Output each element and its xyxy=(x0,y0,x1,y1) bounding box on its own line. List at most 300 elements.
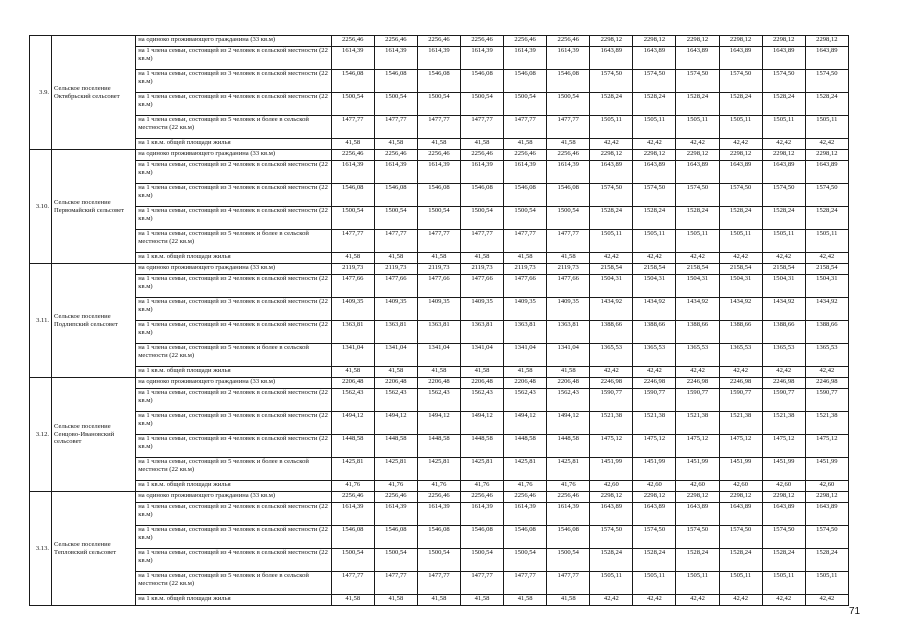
value-cell: 2298,12 xyxy=(590,492,633,503)
table-row xyxy=(30,139,849,150)
row-label: на 1 члена семьи, состоящей из 3 человек в сельской местности (22 кв.м) xyxy=(136,184,331,207)
value-cell: 42,42 xyxy=(805,595,848,606)
row-label: на 1 члена семьи, состоящей из 4 человек в сельской местности (22 кв.м) xyxy=(136,435,331,458)
value-cell: 1574,50 xyxy=(590,526,633,549)
value-cell: 1477,77 xyxy=(504,116,547,139)
value-cell: 1574,50 xyxy=(719,184,762,207)
value-cell: 1504,31 xyxy=(805,275,848,298)
value-cell: 1643,89 xyxy=(719,503,762,526)
row-label: на 1 члена семьи, состоящей из 4 человек в сельской местности (22 кв.м) xyxy=(136,93,331,116)
value-cell: 1341,04 xyxy=(417,344,460,367)
settlement-name: Сельское поселение Первомайский сельсовет xyxy=(52,150,136,264)
value-cell: 2298,12 xyxy=(805,150,848,161)
value-cell: 2158,54 xyxy=(590,264,633,275)
value-cell: 42,42 xyxy=(719,367,762,378)
value-cell: 1477,77 xyxy=(504,572,547,595)
value-cell: 1505,11 xyxy=(805,572,848,595)
value-cell: 1614,39 xyxy=(331,503,374,526)
value-cell: 1425,81 xyxy=(461,458,504,481)
value-cell: 2298,12 xyxy=(590,36,633,47)
value-cell: 42,60 xyxy=(633,481,676,492)
value-cell: 2298,12 xyxy=(805,36,848,47)
row-label: на одиноко проживающего гражданина (33 кв.м) xyxy=(136,36,331,47)
value-cell: 41,58 xyxy=(547,139,590,150)
value-cell: 2298,12 xyxy=(805,492,848,503)
value-cell: 42,42 xyxy=(805,253,848,264)
value-cell: 1590,77 xyxy=(805,389,848,412)
value-cell: 1363,81 xyxy=(504,321,547,344)
value-cell: 1643,89 xyxy=(805,161,848,184)
value-cell: 1477,77 xyxy=(331,572,374,595)
row-label: на одиноко проживающего гражданина (33 кв.м) xyxy=(136,492,331,503)
value-cell: 1500,54 xyxy=(331,549,374,572)
value-cell: 42,42 xyxy=(676,595,719,606)
value-cell: 41,58 xyxy=(504,253,547,264)
value-cell: 2119,73 xyxy=(547,264,590,275)
value-cell: 42,42 xyxy=(633,253,676,264)
value-cell: 42,42 xyxy=(805,139,848,150)
value-cell: 2206,48 xyxy=(374,378,417,389)
value-cell: 1494,12 xyxy=(417,412,460,435)
value-cell: 1475,12 xyxy=(762,435,805,458)
value-cell: 1546,08 xyxy=(331,526,374,549)
value-cell: 1614,39 xyxy=(417,503,460,526)
value-cell: 1500,54 xyxy=(374,549,417,572)
value-cell: 1546,08 xyxy=(547,526,590,549)
page-number: 71 xyxy=(849,606,861,617)
row-label: на 1 члена семьи, состоящей из 3 человек в сельской местности (22 кв.м) xyxy=(136,526,331,549)
value-cell: 2158,54 xyxy=(633,264,676,275)
value-cell: 1614,39 xyxy=(504,161,547,184)
value-cell: 2256,46 xyxy=(417,150,460,161)
value-cell: 1500,54 xyxy=(547,207,590,230)
value-cell: 1448,58 xyxy=(331,435,374,458)
value-cell: 1528,24 xyxy=(676,93,719,116)
row-label: на 1 члена семьи, состоящей из 2 человек в сельской местности (22 кв.м) xyxy=(136,275,331,298)
value-cell: 1434,92 xyxy=(633,298,676,321)
value-cell: 2246,98 xyxy=(590,378,633,389)
table-row xyxy=(30,70,849,93)
value-cell: 1643,89 xyxy=(633,161,676,184)
value-cell: 1504,31 xyxy=(762,275,805,298)
value-cell: 41,58 xyxy=(417,595,460,606)
value-cell: 1528,24 xyxy=(719,93,762,116)
value-cell: 1528,24 xyxy=(762,549,805,572)
value-cell: 1574,50 xyxy=(762,526,805,549)
value-cell: 1500,54 xyxy=(461,93,504,116)
value-cell: 1546,08 xyxy=(331,70,374,93)
value-cell: 1643,89 xyxy=(633,47,676,70)
value-cell: 1505,11 xyxy=(719,116,762,139)
value-cell: 1614,39 xyxy=(461,47,504,70)
value-cell: 1528,24 xyxy=(762,207,805,230)
value-cell: 2206,48 xyxy=(417,378,460,389)
row-label: на 1 члена семьи, состоящей из 3 человек в сельской местности (22 кв.м) xyxy=(136,70,331,93)
table-row xyxy=(30,230,849,253)
value-cell: 1477,77 xyxy=(374,230,417,253)
value-cell: 2256,46 xyxy=(331,492,374,503)
value-cell: 1521,38 xyxy=(590,412,633,435)
value-cell: 1614,39 xyxy=(417,47,460,70)
value-cell: 1341,04 xyxy=(547,344,590,367)
value-cell: 2256,46 xyxy=(331,36,374,47)
value-cell: 1477,66 xyxy=(331,275,374,298)
value-cell: 1574,50 xyxy=(676,526,719,549)
value-cell: 1546,08 xyxy=(374,70,417,93)
value-cell: 1614,39 xyxy=(504,47,547,70)
value-cell: 1546,08 xyxy=(547,70,590,93)
value-cell: 1365,53 xyxy=(805,344,848,367)
value-cell: 2298,12 xyxy=(719,492,762,503)
value-cell: 1477,77 xyxy=(504,230,547,253)
row-label: на одиноко проживающего гражданина (33 кв.м) xyxy=(136,378,331,389)
value-cell: 1451,99 xyxy=(590,458,633,481)
value-cell: 1574,50 xyxy=(590,184,633,207)
value-cell: 1388,66 xyxy=(719,321,762,344)
value-cell: 2206,48 xyxy=(547,378,590,389)
row-label: на 1 члена семьи, состоящей из 5 человек и более в сельской местности (22 кв.м) xyxy=(136,572,331,595)
value-cell: 1528,24 xyxy=(633,93,676,116)
value-cell: 1500,54 xyxy=(504,549,547,572)
group-index: 3.12. xyxy=(30,378,52,492)
value-cell: 1643,89 xyxy=(676,47,719,70)
value-cell: 1643,89 xyxy=(805,503,848,526)
value-cell: 1614,39 xyxy=(504,503,547,526)
value-cell: 1562,43 xyxy=(331,389,374,412)
value-cell: 42,60 xyxy=(762,481,805,492)
value-cell: 1365,53 xyxy=(719,344,762,367)
value-cell: 2206,48 xyxy=(461,378,504,389)
value-cell: 1434,92 xyxy=(719,298,762,321)
value-cell: 1341,04 xyxy=(331,344,374,367)
value-cell: 1494,12 xyxy=(374,412,417,435)
value-cell: 1505,11 xyxy=(719,572,762,595)
value-cell: 1643,89 xyxy=(676,161,719,184)
row-label: на 1 члена семьи, состоящей из 5 человек и более в сельской местности (22 кв.м) xyxy=(136,230,331,253)
value-cell: 41,58 xyxy=(374,253,417,264)
value-cell: 1451,99 xyxy=(676,458,719,481)
value-cell: 1643,89 xyxy=(719,161,762,184)
value-cell: 1409,35 xyxy=(504,298,547,321)
value-cell: 1448,58 xyxy=(504,435,547,458)
value-cell: 1477,77 xyxy=(417,572,460,595)
value-cell: 1341,04 xyxy=(504,344,547,367)
value-cell: 1425,81 xyxy=(331,458,374,481)
table-row xyxy=(30,275,849,298)
value-cell: 2158,54 xyxy=(719,264,762,275)
row-label: на 1 кв.м. общей площади жилья xyxy=(136,367,331,378)
value-cell: 1574,50 xyxy=(633,184,676,207)
value-cell: 1363,81 xyxy=(374,321,417,344)
table-row xyxy=(30,572,849,595)
value-cell: 1614,39 xyxy=(374,503,417,526)
value-cell: 1388,66 xyxy=(676,321,719,344)
table-row xyxy=(30,150,849,161)
value-cell: 1500,54 xyxy=(331,93,374,116)
value-cell: 1546,08 xyxy=(504,184,547,207)
value-cell: 1574,50 xyxy=(762,70,805,93)
value-cell: 1614,39 xyxy=(547,161,590,184)
value-cell: 1448,58 xyxy=(374,435,417,458)
value-cell: 42,42 xyxy=(676,367,719,378)
value-cell: 1528,24 xyxy=(633,549,676,572)
value-cell: 41,58 xyxy=(547,367,590,378)
value-cell: 1505,11 xyxy=(633,572,676,595)
value-cell: 1614,39 xyxy=(547,503,590,526)
value-cell: 1546,08 xyxy=(417,526,460,549)
value-cell: 1448,58 xyxy=(547,435,590,458)
value-cell: 1528,24 xyxy=(805,93,848,116)
value-cell: 1388,66 xyxy=(762,321,805,344)
table-row xyxy=(30,207,849,230)
value-cell: 1434,92 xyxy=(762,298,805,321)
value-cell: 1504,31 xyxy=(590,275,633,298)
value-cell: 42,42 xyxy=(719,139,762,150)
value-cell: 1521,38 xyxy=(762,412,805,435)
value-cell: 42,42 xyxy=(762,139,805,150)
value-cell: 1614,39 xyxy=(331,161,374,184)
value-cell: 1500,54 xyxy=(417,549,460,572)
table-row xyxy=(30,503,849,526)
value-cell: 2206,48 xyxy=(331,378,374,389)
row-label: на одиноко проживающего гражданина (33 кв.м) xyxy=(136,150,331,161)
settlement-name: Сельское поселение Сенцово-Ивановский сельсовет xyxy=(52,378,136,492)
table-row xyxy=(30,47,849,70)
value-cell: 2298,12 xyxy=(590,150,633,161)
value-cell: 1528,24 xyxy=(676,549,719,572)
value-cell: 1365,53 xyxy=(590,344,633,367)
table-row xyxy=(30,184,849,207)
value-cell: 2298,12 xyxy=(633,492,676,503)
value-cell: 42,42 xyxy=(762,595,805,606)
value-cell: 42,42 xyxy=(633,595,676,606)
value-cell: 1477,77 xyxy=(461,116,504,139)
value-cell: 42,60 xyxy=(805,481,848,492)
value-cell: 2158,54 xyxy=(762,264,805,275)
value-cell: 41,58 xyxy=(504,139,547,150)
value-cell: 1409,35 xyxy=(461,298,504,321)
value-cell: 1500,54 xyxy=(374,207,417,230)
value-cell: 1574,50 xyxy=(805,526,848,549)
value-cell: 2119,73 xyxy=(374,264,417,275)
value-cell: 42,42 xyxy=(590,595,633,606)
value-cell: 2256,46 xyxy=(504,492,547,503)
value-cell: 41,58 xyxy=(331,367,374,378)
value-cell: 1574,50 xyxy=(590,70,633,93)
value-cell: 1643,89 xyxy=(762,47,805,70)
value-cell: 1475,12 xyxy=(590,435,633,458)
value-cell: 1574,50 xyxy=(676,70,719,93)
value-cell: 1528,24 xyxy=(590,93,633,116)
value-cell: 1388,66 xyxy=(633,321,676,344)
value-cell: 1614,39 xyxy=(331,47,374,70)
value-cell: 2158,54 xyxy=(676,264,719,275)
value-cell: 2256,46 xyxy=(331,150,374,161)
table-row xyxy=(30,116,849,139)
value-cell: 1643,89 xyxy=(590,47,633,70)
value-cell: 42,42 xyxy=(590,253,633,264)
value-cell: 1451,99 xyxy=(762,458,805,481)
value-cell: 2256,46 xyxy=(461,492,504,503)
value-cell: 1643,89 xyxy=(590,161,633,184)
value-cell: 42,42 xyxy=(676,253,719,264)
value-cell: 2119,73 xyxy=(331,264,374,275)
value-cell: 1614,39 xyxy=(547,47,590,70)
value-cell: 41,58 xyxy=(417,367,460,378)
value-cell: 1494,12 xyxy=(504,412,547,435)
value-cell: 2206,48 xyxy=(504,378,547,389)
value-cell: 1546,08 xyxy=(374,184,417,207)
value-cell: 1500,54 xyxy=(461,549,504,572)
value-cell: 1409,35 xyxy=(374,298,417,321)
value-cell: 1546,08 xyxy=(417,70,460,93)
settlement-name: Сельское поселение Октябрьский сельсовет xyxy=(52,36,136,150)
table-row xyxy=(30,481,849,492)
value-cell: 42,42 xyxy=(719,253,762,264)
table-row xyxy=(30,378,849,389)
table-row xyxy=(30,549,849,572)
value-cell: 1574,50 xyxy=(676,184,719,207)
table-row xyxy=(30,492,849,503)
value-cell: 1477,77 xyxy=(417,116,460,139)
value-cell: 1494,12 xyxy=(461,412,504,435)
table-row xyxy=(30,264,849,275)
value-cell: 1505,11 xyxy=(676,572,719,595)
value-cell: 42,42 xyxy=(590,367,633,378)
value-cell: 2119,73 xyxy=(461,264,504,275)
value-cell: 2256,46 xyxy=(374,36,417,47)
value-cell: 1528,24 xyxy=(719,549,762,572)
value-cell: 41,58 xyxy=(417,253,460,264)
value-cell: 1528,24 xyxy=(633,207,676,230)
value-cell: 1409,35 xyxy=(417,298,460,321)
value-cell: 2298,12 xyxy=(633,150,676,161)
settlement-name: Сельское поселение Подлипский сельсовет xyxy=(52,264,136,378)
table-row xyxy=(30,344,849,367)
value-cell: 1521,38 xyxy=(676,412,719,435)
row-label: на 1 члена семьи, состоящей из 4 человек в сельской местности (22 кв.м) xyxy=(136,549,331,572)
table-row xyxy=(30,161,849,184)
value-cell: 1365,53 xyxy=(633,344,676,367)
value-cell: 1546,08 xyxy=(547,184,590,207)
value-cell: 2256,46 xyxy=(547,150,590,161)
value-cell: 1505,11 xyxy=(590,230,633,253)
value-cell: 42,42 xyxy=(633,139,676,150)
value-cell: 1425,81 xyxy=(374,458,417,481)
value-cell: 1643,89 xyxy=(805,47,848,70)
value-cell: 2256,46 xyxy=(504,36,547,47)
value-cell: 2246,98 xyxy=(805,378,848,389)
value-cell: 1477,77 xyxy=(461,572,504,595)
value-cell: 1477,77 xyxy=(547,230,590,253)
row-label: на 1 кв.м. общей площади жилья xyxy=(136,139,331,150)
value-cell: 1477,77 xyxy=(461,230,504,253)
value-cell: 2298,12 xyxy=(762,150,805,161)
value-cell: 41,58 xyxy=(374,139,417,150)
value-cell: 2158,54 xyxy=(805,264,848,275)
value-cell: 1546,08 xyxy=(331,184,374,207)
value-cell: 42,60 xyxy=(676,481,719,492)
value-cell: 1505,11 xyxy=(762,230,805,253)
value-cell: 1574,50 xyxy=(719,70,762,93)
value-cell: 2298,12 xyxy=(719,150,762,161)
value-cell: 41,76 xyxy=(331,481,374,492)
row-label: на 1 члена семьи, состоящей из 2 человек в сельской местности (22 кв.м) xyxy=(136,503,331,526)
value-cell: 41,76 xyxy=(374,481,417,492)
value-cell: 1562,43 xyxy=(461,389,504,412)
value-cell: 1546,08 xyxy=(374,526,417,549)
value-cell: 1434,92 xyxy=(676,298,719,321)
table-row xyxy=(30,389,849,412)
value-cell: 1477,77 xyxy=(417,230,460,253)
value-cell: 1643,89 xyxy=(590,503,633,526)
value-cell: 1562,43 xyxy=(417,389,460,412)
value-cell: 2298,12 xyxy=(762,36,805,47)
value-cell: 2256,46 xyxy=(461,150,504,161)
value-cell: 41,58 xyxy=(461,253,504,264)
value-cell: 1574,50 xyxy=(805,184,848,207)
value-cell: 1614,39 xyxy=(461,503,504,526)
value-cell: 1505,11 xyxy=(762,572,805,595)
value-cell: 1448,58 xyxy=(417,435,460,458)
value-cell: 42,42 xyxy=(762,367,805,378)
value-cell: 2246,98 xyxy=(762,378,805,389)
row-label: на 1 члена семьи, состоящей из 5 человек и более в сельской местности (22 кв.м) xyxy=(136,116,331,139)
table-row xyxy=(30,93,849,116)
value-cell: 2298,12 xyxy=(676,150,719,161)
value-cell: 2256,46 xyxy=(547,36,590,47)
value-cell: 42,42 xyxy=(762,253,805,264)
value-cell: 1363,81 xyxy=(331,321,374,344)
value-cell: 1643,89 xyxy=(633,503,676,526)
value-cell: 1363,81 xyxy=(461,321,504,344)
value-cell: 1475,12 xyxy=(633,435,676,458)
table-row xyxy=(30,36,849,47)
value-cell: 1574,50 xyxy=(633,526,676,549)
value-cell: 1363,81 xyxy=(547,321,590,344)
value-cell: 2298,12 xyxy=(676,36,719,47)
value-cell: 1504,31 xyxy=(633,275,676,298)
value-cell: 1500,54 xyxy=(504,207,547,230)
value-cell: 1363,81 xyxy=(417,321,460,344)
value-cell: 1425,81 xyxy=(417,458,460,481)
table-row xyxy=(30,367,849,378)
value-cell: 1505,11 xyxy=(719,230,762,253)
value-cell: 1477,66 xyxy=(461,275,504,298)
value-cell: 1505,11 xyxy=(762,116,805,139)
value-cell: 1425,81 xyxy=(504,458,547,481)
group-index: 3.13. xyxy=(30,492,52,606)
value-cell: 1388,66 xyxy=(590,321,633,344)
value-cell: 2298,12 xyxy=(676,492,719,503)
group-index: 3.11. xyxy=(30,264,52,378)
value-cell: 1448,58 xyxy=(461,435,504,458)
value-cell: 1614,39 xyxy=(461,161,504,184)
value-cell: 1505,11 xyxy=(590,572,633,595)
value-cell: 41,58 xyxy=(504,367,547,378)
value-cell: 1590,77 xyxy=(762,389,805,412)
value-cell: 1521,38 xyxy=(633,412,676,435)
value-cell: 1477,66 xyxy=(504,275,547,298)
value-cell: 1643,89 xyxy=(762,161,805,184)
value-cell: 2256,46 xyxy=(504,150,547,161)
value-cell: 1475,12 xyxy=(719,435,762,458)
value-cell: 1505,11 xyxy=(590,116,633,139)
value-cell: 1477,77 xyxy=(374,116,417,139)
value-cell: 1643,89 xyxy=(676,503,719,526)
value-cell: 42,42 xyxy=(590,139,633,150)
value-cell: 1546,08 xyxy=(504,70,547,93)
